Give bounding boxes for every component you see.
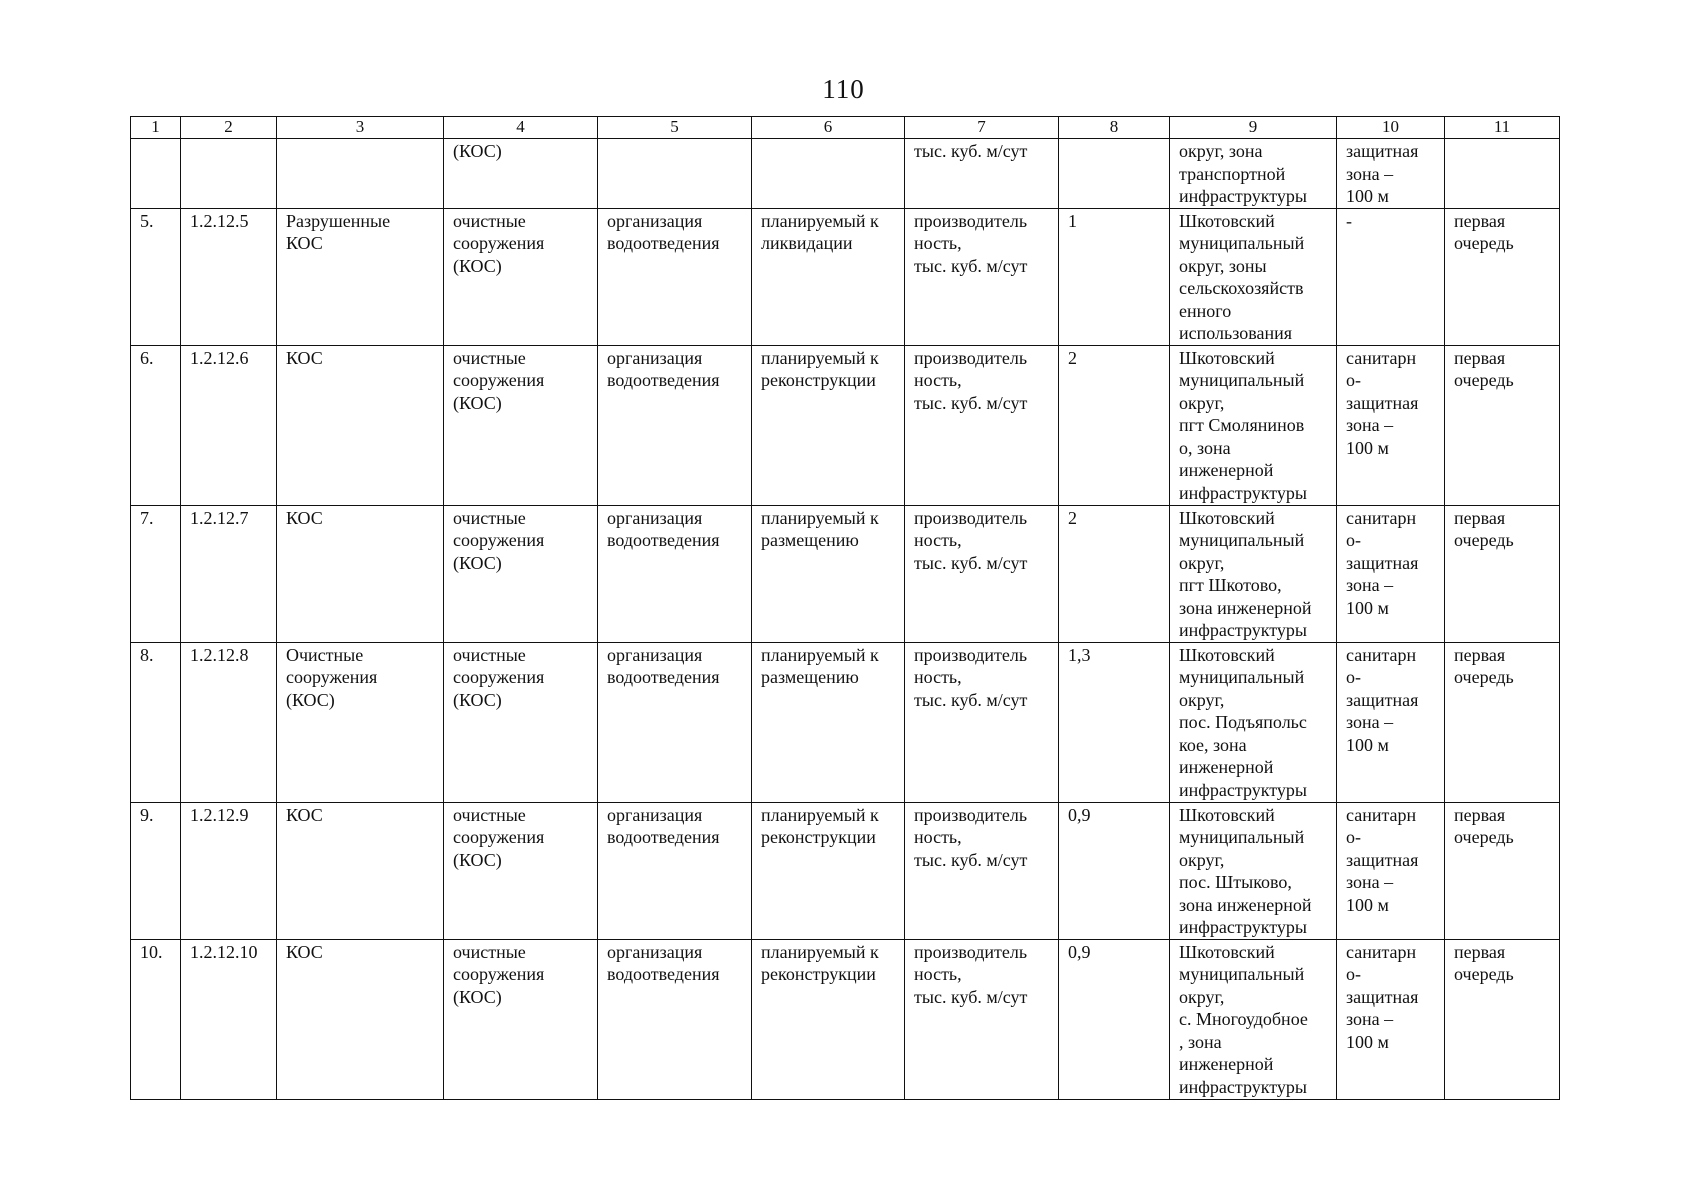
table-cell: 2 xyxy=(1059,505,1170,642)
table-cell: Очистные сооружения (КОС) xyxy=(277,642,444,802)
table-row xyxy=(131,939,1560,1099)
page-number: 110 xyxy=(822,74,865,104)
table-cell xyxy=(1445,139,1560,209)
table-cell: Шкотовский муниципальный округ, пгт Шкотово, зона инженерной инфраструктуры xyxy=(1170,505,1337,642)
table-cell: производитель ность, тыс. куб. м/сут xyxy=(905,505,1059,642)
column-header: 3 xyxy=(277,117,444,139)
table-cell: 7. xyxy=(131,505,181,642)
table-cell: очистные сооружения (КОС) xyxy=(444,802,598,939)
table-cell: 5. xyxy=(131,208,181,345)
table-cell: КОС xyxy=(277,802,444,939)
table-cell: производитель ность, тыс. куб. м/сут xyxy=(905,802,1059,939)
table-body xyxy=(131,139,1560,1100)
table-cell: производитель ность, тыс. куб. м/сут xyxy=(905,642,1059,802)
table-cell: - xyxy=(1337,208,1445,345)
table-cell: Шкотовский муниципальный округ, пгт Смолянинов о, зона инженерной инфраструктуры xyxy=(1170,345,1337,505)
table-cell: 1.2.12.6 xyxy=(181,345,277,505)
table-cell: первая очередь xyxy=(1445,939,1560,1099)
table-cell: очистные сооружения (КОС) xyxy=(444,939,598,1099)
column-header: 4 xyxy=(444,117,598,139)
table-cell xyxy=(277,139,444,209)
table-cell: планируемый к реконструкции xyxy=(752,939,905,1099)
table-cell: первая очередь xyxy=(1445,642,1560,802)
table-cell: 1.2.12.10 xyxy=(181,939,277,1099)
table-cell: организация водоотведения xyxy=(598,505,752,642)
table-cell: КОС xyxy=(277,345,444,505)
table-cell: 8. xyxy=(131,642,181,802)
table-cell: 1.2.12.9 xyxy=(181,802,277,939)
table-cell: очистные сооружения (КОС) xyxy=(444,208,598,345)
table-cell: очистные сооружения (КОС) xyxy=(444,505,598,642)
table-cell: КОС xyxy=(277,939,444,1099)
table-cell: 1 xyxy=(1059,208,1170,345)
table-cell xyxy=(598,139,752,209)
header-row xyxy=(131,117,1560,139)
table-row xyxy=(131,139,1560,209)
table-cell: организация водоотведения xyxy=(598,642,752,802)
column-header: 5 xyxy=(598,117,752,139)
table-cell: Разрушенные КОС xyxy=(277,208,444,345)
table-row xyxy=(131,642,1560,802)
column-header: 10 xyxy=(1337,117,1445,139)
table-cell: защитная зона – 100 м xyxy=(1337,139,1445,209)
facilities-table xyxy=(130,116,1560,1100)
table-cell: планируемый к размещению xyxy=(752,642,905,802)
table-cell: производитель ность, тыс. куб. м/сут xyxy=(905,939,1059,1099)
table-cell: организация водоотведения xyxy=(598,208,752,345)
table-cell: 6. xyxy=(131,345,181,505)
column-header: 8 xyxy=(1059,117,1170,139)
table-cell: организация водоотведения xyxy=(598,802,752,939)
table-cell: 9. xyxy=(131,802,181,939)
table-cell: Шкотовский муниципальный округ, пос. Штыково, зона инженерной инфраструктуры xyxy=(1170,802,1337,939)
table-cell: 10. xyxy=(131,939,181,1099)
table-cell: санитарн о- защитная зона – 100 м xyxy=(1337,642,1445,802)
table-cell: санитарн о- защитная зона – 100 м xyxy=(1337,939,1445,1099)
table-cell: 0,9 xyxy=(1059,802,1170,939)
table-cell: санитарн о- защитная зона – 100 м xyxy=(1337,345,1445,505)
table-cell: первая очередь xyxy=(1445,208,1560,345)
table-cell: планируемый к реконструкции xyxy=(752,802,905,939)
table-cell: производитель ность, тыс. куб. м/сут xyxy=(905,208,1059,345)
column-header: 11 xyxy=(1445,117,1560,139)
table-cell: первая очередь xyxy=(1445,345,1560,505)
table-cell: очистные сооружения (КОС) xyxy=(444,345,598,505)
table-cell: производитель ность, тыс. куб. м/сут xyxy=(905,345,1059,505)
table-row xyxy=(131,505,1560,642)
table-cell: тыс. куб. м/сут xyxy=(905,139,1059,209)
table-cell: организация водоотведения xyxy=(598,939,752,1099)
table-cell: первая очередь xyxy=(1445,505,1560,642)
table-row xyxy=(131,802,1560,939)
table-cell: организация водоотведения xyxy=(598,345,752,505)
column-header: 2 xyxy=(181,117,277,139)
table-cell: (КОС) xyxy=(444,139,598,209)
table-cell xyxy=(131,139,181,209)
table-cell: очистные сооружения (КОС) xyxy=(444,642,598,802)
table-cell: Шкотовский муниципальный округ, с. Многоудобное , зона инженерной инфраструктуры xyxy=(1170,939,1337,1099)
column-header: 1 xyxy=(131,117,181,139)
table-cell xyxy=(752,139,905,209)
table-cell: планируемый к ликвидации xyxy=(752,208,905,345)
table-cell: 1,3 xyxy=(1059,642,1170,802)
table-cell: санитарн о- защитная зона – 100 м xyxy=(1337,802,1445,939)
table-cell: 2 xyxy=(1059,345,1170,505)
table-cell: 1.2.12.5 xyxy=(181,208,277,345)
column-header: 9 xyxy=(1170,117,1337,139)
table-cell: 1.2.12.7 xyxy=(181,505,277,642)
table-cell: КОС xyxy=(277,505,444,642)
column-header: 6 xyxy=(752,117,905,139)
table-row xyxy=(131,208,1560,345)
table-cell: Шкотовский муниципальный округ, пос. Подъяпольс кое, зона инженерной инфраструктуры xyxy=(1170,642,1337,802)
table-cell: санитарн о- защитная зона – 100 м xyxy=(1337,505,1445,642)
table-cell xyxy=(1059,139,1170,209)
table-cell: планируемый к размещению xyxy=(752,505,905,642)
table-cell: первая очередь xyxy=(1445,802,1560,939)
table-header xyxy=(131,117,1560,139)
table-cell: 0,9 xyxy=(1059,939,1170,1099)
table-cell xyxy=(181,139,277,209)
table-cell: Шкотовский муниципальный округ, зоны сельскохозяйств енного использования xyxy=(1170,208,1337,345)
table-row xyxy=(131,345,1560,505)
column-header: 7 xyxy=(905,117,1059,139)
table-cell: округ, зона транспортной инфраструктуры xyxy=(1170,139,1337,209)
table-cell: планируемый к реконструкции xyxy=(752,345,905,505)
table-cell: 1.2.12.8 xyxy=(181,642,277,802)
